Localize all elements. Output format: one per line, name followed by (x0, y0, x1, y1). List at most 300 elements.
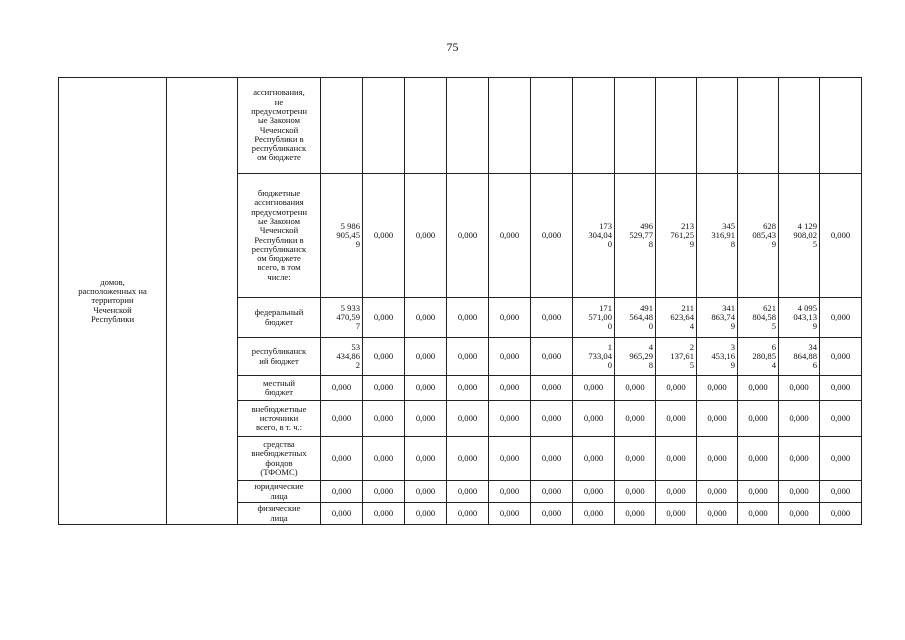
value-line: 905,45 (336, 229, 360, 240)
value-line: 0,000 (707, 507, 727, 518)
funding-source-line: ые Законом (257, 115, 301, 126)
value-line: 529,77 (629, 229, 653, 240)
value-line: 0,000 (707, 485, 727, 496)
value-cell (405, 174, 447, 298)
funding-source-cell (238, 376, 321, 401)
value-line: 0,000 (541, 485, 562, 496)
value-line: 0,000 (625, 507, 645, 518)
value-line: 0,000 (415, 350, 436, 361)
value-cell (573, 298, 615, 338)
value-line: 1 (607, 341, 612, 352)
funding-source-line: средства (263, 438, 295, 449)
value-cell (738, 401, 779, 437)
value-cell (489, 376, 531, 401)
value-line: 0,000 (541, 350, 562, 361)
value-cell (363, 78, 405, 174)
value-line: 491 (640, 302, 653, 313)
value-line: 0,000 (373, 229, 394, 240)
value-line: 0,000 (373, 412, 394, 423)
value-line: 0,000 (789, 485, 809, 496)
value-cell (405, 298, 447, 338)
value-cell (321, 481, 363, 503)
value-line: 9 (771, 239, 776, 250)
value-cell (573, 376, 615, 401)
value-line: 564,48 (629, 311, 653, 322)
value-cell (738, 376, 779, 401)
value-cell (573, 481, 615, 503)
value-line: 0,000 (748, 507, 768, 518)
value-cell (779, 78, 820, 174)
value-cell (820, 174, 862, 298)
value-line: 211 (681, 302, 694, 313)
value-line: 0,000 (415, 412, 436, 423)
value-cell (573, 174, 615, 298)
value-cell (656, 338, 697, 376)
value-cell (656, 298, 697, 338)
value-line: 0,000 (499, 382, 520, 393)
value-line: 621 (763, 302, 776, 313)
value-cell (531, 503, 573, 525)
value-cell (615, 174, 656, 298)
funding-source-line: предусмотренн (251, 206, 307, 217)
value-cell (405, 401, 447, 437)
funding-source-line: не (274, 96, 284, 107)
value-line: 4 (689, 321, 694, 332)
value-line: 0,000 (457, 452, 478, 463)
funding-source-cell (238, 503, 321, 525)
value-line: 4 129 (797, 220, 817, 231)
funding-source-cell (238, 174, 321, 298)
value-line: 0,000 (373, 311, 394, 322)
value-line: 0,000 (666, 507, 686, 518)
value-cell (738, 481, 779, 503)
funding-source-line: ий бюджет (259, 355, 299, 366)
value-cell (447, 437, 489, 481)
value-cell (656, 174, 697, 298)
value-cell (820, 481, 862, 503)
funding-source-line: физические (257, 503, 301, 514)
value-line: 5 (771, 321, 776, 332)
value-cell (363, 437, 405, 481)
value-cell (820, 298, 862, 338)
value-line: 733,04 (588, 350, 612, 361)
value-cell (489, 298, 531, 338)
value-cell (321, 78, 363, 174)
value-cell (321, 298, 363, 338)
funding-source-line: ые Законом (257, 215, 301, 226)
object-description-line: расположенных на (78, 286, 147, 297)
value-line: 0,000 (583, 507, 604, 518)
value-line: 0,000 (666, 452, 686, 463)
value-line: 0,000 (625, 452, 645, 463)
value-line: 0,000 (583, 412, 604, 423)
value-line: 0,000 (830, 412, 851, 423)
value-line: 0 (607, 239, 612, 250)
value-cell (615, 298, 656, 338)
value-line: 345 (722, 220, 735, 231)
value-cell (738, 78, 779, 174)
value-line: 0,000 (415, 485, 436, 496)
value-cell (489, 338, 531, 376)
value-line: 0 (648, 321, 653, 332)
funding-source-line: лица (270, 490, 288, 501)
value-line: 213 (681, 220, 694, 231)
value-cell (321, 401, 363, 437)
value-line: 496 (640, 220, 653, 231)
value-line: 0,000 (331, 507, 352, 518)
value-cell (697, 338, 738, 376)
funding-source-line: федеральный (254, 307, 304, 318)
value-cell (738, 338, 779, 376)
value-cell (405, 437, 447, 481)
value-line: 0,000 (415, 507, 436, 518)
value-cell (489, 437, 531, 481)
value-line: 4 (771, 360, 776, 371)
value-cell (656, 503, 697, 525)
value-line: 908,02 (793, 229, 817, 240)
value-cell (447, 481, 489, 503)
value-cell (447, 174, 489, 298)
funding-source-line: внебюджетные (251, 403, 307, 414)
value-cell (573, 503, 615, 525)
value-cell (738, 503, 779, 525)
value-cell (697, 174, 738, 298)
value-cell (615, 78, 656, 174)
value-line: 0,000 (625, 485, 645, 496)
value-line: 8 (648, 360, 653, 371)
value-line: 316,91 (711, 229, 735, 240)
value-cell (321, 338, 363, 376)
value-cell (615, 401, 656, 437)
value-line: 9 (730, 360, 735, 371)
value-cell (656, 78, 697, 174)
value-line: 0,000 (789, 452, 809, 463)
value-line: 965,29 (629, 350, 653, 361)
value-cell (363, 174, 405, 298)
value-line: 043,13 (793, 311, 817, 322)
value-line: 0,000 (583, 382, 604, 393)
value-cell (656, 376, 697, 401)
value-line: 280,85 (752, 350, 776, 361)
value-line: 0,000 (457, 229, 478, 240)
value-line: 623,64 (670, 311, 694, 322)
value-cell (321, 174, 363, 298)
value-cell (321, 503, 363, 525)
value-line: 0,000 (541, 412, 562, 423)
funding-source-line: местный (262, 377, 295, 388)
value-line: 0,000 (373, 452, 394, 463)
value-line: 0,000 (541, 382, 562, 393)
value-line: 0,000 (499, 229, 520, 240)
value-line: 0,000 (499, 507, 520, 518)
value-cell (615, 481, 656, 503)
value-line: 571,00 (588, 311, 612, 322)
value-line: 0,000 (748, 382, 768, 393)
value-cell (405, 503, 447, 525)
value-line: 5 986 (340, 220, 360, 231)
value-line: 34 (808, 341, 817, 352)
value-cell (363, 298, 405, 338)
funding-source-line: предусмотренн (251, 105, 307, 116)
value-line: 0,000 (457, 507, 478, 518)
value-cell (405, 481, 447, 503)
value-line: 0,000 (415, 382, 436, 393)
value-cell (738, 437, 779, 481)
value-line: 9 (689, 239, 694, 250)
value-line: 0,000 (499, 452, 520, 463)
value-line: 0,000 (457, 350, 478, 361)
value-cell (405, 78, 447, 174)
value-line: 0,000 (457, 311, 478, 322)
object-description-line: домов, (100, 276, 125, 287)
value-line: 0,000 (373, 507, 394, 518)
value-cell (447, 503, 489, 525)
value-cell (656, 437, 697, 481)
value-line: 2 (689, 341, 694, 352)
value-line: 628 (763, 220, 776, 231)
funding-source-line: источники (259, 412, 299, 423)
funding-source-line: ассигнования, (253, 87, 305, 98)
value-cell (779, 401, 820, 437)
value-cell (779, 481, 820, 503)
value-line: 0,000 (373, 485, 394, 496)
funding-source-line: бюджет (264, 387, 294, 397)
value-cell (779, 437, 820, 481)
funding-source-line: бюджетные (257, 188, 301, 199)
value-line: 0,000 (707, 412, 727, 423)
value-line: 0,000 (707, 382, 727, 393)
funding-source-line: Республики в (254, 133, 304, 144)
funding-source-line: ом бюджете (257, 152, 301, 163)
value-line: 0,000 (415, 311, 436, 322)
value-line: 0,000 (666, 382, 686, 393)
value-line: 0,000 (415, 229, 436, 240)
value-line: 0,000 (830, 382, 851, 393)
value-line: 453,16 (711, 350, 735, 361)
value-line: 0,000 (707, 452, 727, 463)
value-cell (738, 174, 779, 298)
funding-source-cell (238, 338, 321, 376)
value-cell (779, 338, 820, 376)
value-cell (447, 338, 489, 376)
value-cell (531, 437, 573, 481)
value-line: 863,74 (711, 311, 735, 322)
value-cell (363, 338, 405, 376)
value-line: 0 (607, 321, 612, 332)
funding-source-line: всего, в том (257, 262, 301, 273)
value-cell (447, 298, 489, 338)
value-cell (615, 338, 656, 376)
value-cell (697, 376, 738, 401)
value-cell (447, 376, 489, 401)
value-line: 864,88 (793, 350, 817, 361)
value-cell (697, 401, 738, 437)
funding-source-cell (238, 481, 321, 503)
value-cell (405, 376, 447, 401)
value-cell (363, 401, 405, 437)
value-line: 4 (648, 341, 653, 352)
value-line: 0,000 (541, 452, 562, 463)
funding-source-cell (238, 401, 321, 437)
value-line: 0,000 (583, 485, 604, 496)
value-line: 0,000 (830, 485, 851, 496)
value-line: 0,000 (666, 485, 686, 496)
value-line: 3 (730, 341, 735, 352)
value-line: 0,000 (331, 452, 352, 463)
value-cell (489, 78, 531, 174)
value-cell (697, 298, 738, 338)
funding-source-line: Республики в (254, 234, 304, 245)
value-line: 341 (722, 302, 735, 313)
value-cell (573, 338, 615, 376)
value-line: 0,000 (457, 485, 478, 496)
value-line: 5 (812, 239, 817, 250)
value-line: 0,000 (789, 382, 809, 393)
value-line: 0,000 (331, 382, 352, 393)
value-cell (531, 401, 573, 437)
value-cell (697, 503, 738, 525)
funding-source-line: юридические (254, 481, 304, 492)
object-description-line: Чеченской (93, 304, 132, 315)
value-line: 8 (648, 239, 653, 250)
funding-source-line: ом бюджете (257, 253, 301, 264)
value-cell (779, 376, 820, 401)
value-line: 0,000 (789, 412, 809, 423)
value-cell (820, 338, 862, 376)
value-line: 0,000 (541, 507, 562, 518)
value-line: 0,000 (830, 350, 851, 361)
funding-source-line: республиканск (251, 346, 307, 357)
value-cell (573, 437, 615, 481)
value-line: 0,000 (748, 485, 768, 496)
value-cell (531, 481, 573, 503)
value-cell (321, 376, 363, 401)
value-line: 173 (599, 220, 612, 231)
funding-source-cell (238, 78, 321, 174)
value-cell (779, 503, 820, 525)
value-line: 0,000 (373, 350, 394, 361)
object-description-line: Республики (90, 313, 135, 324)
value-line: 6 (771, 341, 776, 352)
value-cell (820, 437, 862, 481)
value-line: 0,000 (830, 311, 851, 322)
funding-source-line: Чеченской (259, 225, 299, 236)
value-line: 0,000 (457, 412, 478, 423)
value-cell (363, 481, 405, 503)
funding-source-line: республиканск (251, 143, 307, 154)
value-line: 470,59 (336, 311, 360, 322)
value-line: 8 (730, 239, 735, 250)
budget-table-body (59, 78, 862, 525)
page-number: 75 (446, 40, 459, 54)
value-line: 5 933 (340, 302, 360, 313)
value-cell (615, 503, 656, 525)
value-line: 0,000 (748, 412, 768, 423)
value-cell (615, 437, 656, 481)
value-cell (447, 78, 489, 174)
value-line: 6 (812, 360, 817, 371)
funding-source-line: всего, в т. ч.: (255, 422, 303, 433)
value-line: 0,000 (625, 412, 645, 423)
value-line: 0,000 (415, 452, 436, 463)
value-line: 0,000 (830, 452, 851, 463)
value-cell (489, 401, 531, 437)
value-cell (447, 401, 489, 437)
funding-source-cell (238, 437, 321, 481)
value-line: 434,86 (336, 350, 360, 361)
value-cell (738, 298, 779, 338)
value-line: 0,000 (789, 507, 809, 518)
value-line: 137,61 (670, 350, 694, 361)
value-line: 0,000 (331, 485, 352, 496)
value-cell (489, 174, 531, 298)
value-line: 761,25 (670, 229, 694, 240)
funding-source-line: лица (270, 512, 288, 523)
value-cell (531, 174, 573, 298)
value-cell (573, 401, 615, 437)
value-cell (363, 503, 405, 525)
funding-source-line: бюджет (264, 316, 294, 327)
value-cell (820, 503, 862, 525)
value-line: 0,000 (499, 412, 520, 423)
value-line: 2 (355, 360, 360, 371)
value-cell (656, 481, 697, 503)
value-line: 0,000 (499, 485, 520, 496)
value-line: 7 (355, 321, 360, 332)
value-cell (779, 174, 820, 298)
value-cell (820, 401, 862, 437)
value-line: 304,04 (588, 229, 612, 240)
object-description-line: территории (91, 295, 134, 306)
value-cell (573, 78, 615, 174)
value-line: 9 (355, 239, 360, 250)
table-row (59, 78, 862, 174)
empty-cell (167, 78, 238, 525)
budget-table (58, 77, 862, 525)
value-cell (363, 376, 405, 401)
value-cell (489, 503, 531, 525)
value-cell (697, 481, 738, 503)
value-line: 171 (599, 302, 612, 313)
value-line: 9 (730, 321, 735, 332)
value-line: 0,000 (499, 350, 520, 361)
value-cell (615, 376, 656, 401)
value-cell (656, 401, 697, 437)
value-cell (531, 78, 573, 174)
funding-source-cell (238, 298, 321, 338)
value-cell (489, 481, 531, 503)
value-cell (697, 437, 738, 481)
value-cell (820, 376, 862, 401)
value-line: 0,000 (830, 229, 851, 240)
value-line: 804,58 (752, 311, 776, 322)
value-line: 53 (351, 341, 360, 352)
value-line: 0,000 (457, 382, 478, 393)
value-line: 4 095 (797, 302, 817, 313)
funding-source-line: ассигнования (254, 197, 304, 208)
value-line: 0,000 (830, 507, 851, 518)
value-line: 0,000 (373, 382, 394, 393)
funding-source-line: фондов (265, 457, 293, 468)
value-cell (697, 78, 738, 174)
object-description-cell (59, 78, 167, 525)
value-line: 0,000 (541, 229, 562, 240)
value-cell (405, 338, 447, 376)
value-line: 0,000 (583, 452, 604, 463)
value-line: 0,000 (331, 412, 352, 423)
value-line: 0,000 (666, 412, 686, 423)
value-line: 0,000 (499, 311, 520, 322)
